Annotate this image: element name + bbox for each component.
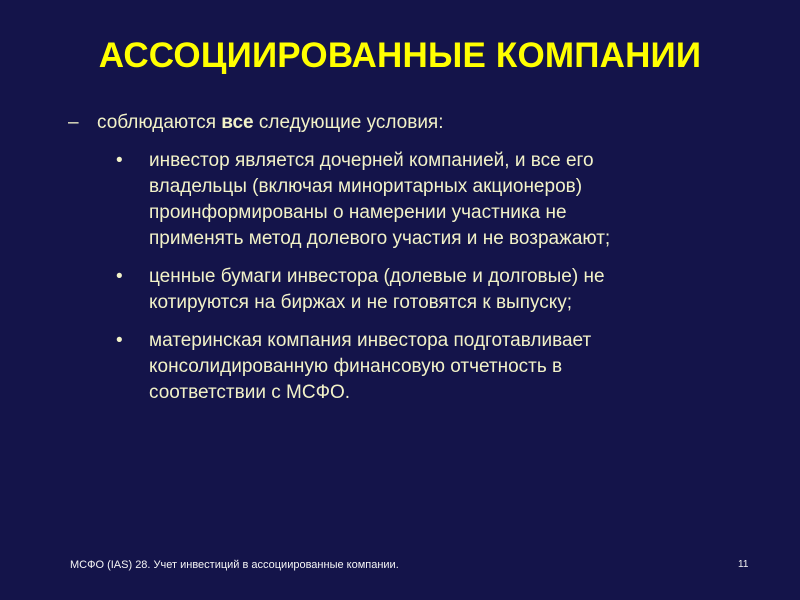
bullet-icon: • <box>116 330 123 351</box>
bullet-item <box>112 148 752 252</box>
lead-dash: – <box>68 112 79 133</box>
page-number: 11 <box>738 559 749 570</box>
lead-text-emphasis: все <box>221 112 254 133</box>
bullet-icon: • <box>116 266 123 287</box>
bullet-item <box>112 264 752 316</box>
bullet-line: консолидированную финансовую отчетность в <box>149 356 563 377</box>
bullet-line: соответствии с МСФО. <box>149 382 351 403</box>
bullet-icon: • <box>116 150 123 171</box>
bullet-line: владельцы (включая миноритарных акционеров) <box>149 176 583 197</box>
lead-text-before: соблюдаются <box>97 112 222 133</box>
bullet-line: котируются на биржах и не готовятся к выпуску; <box>149 292 573 313</box>
bullet-line: инвестор является дочерней компанией, и все его <box>149 150 594 171</box>
slide-title: АССОЦИИРОВАННЫЕ КОМПАНИИ <box>98 36 702 75</box>
bullet-line: применять метод долевого участия и не возражают; <box>149 228 611 249</box>
bullet-line: материнская компания инвестора подготавливает <box>149 330 592 351</box>
bullet-list <box>112 148 752 418</box>
lead-text-after: следующие условия: <box>253 112 444 133</box>
footer-caption: МСФО (IAS) 28. Учет инвестиций в ассоциированные компании. <box>70 559 399 571</box>
bullet-line: ценные бумаги инвестора (долевые и долговые) не <box>149 266 605 287</box>
bullet-item <box>112 328 752 406</box>
lead-text <box>97 110 444 136</box>
bullet-line: проинформированы о намерении участника не <box>149 202 567 223</box>
